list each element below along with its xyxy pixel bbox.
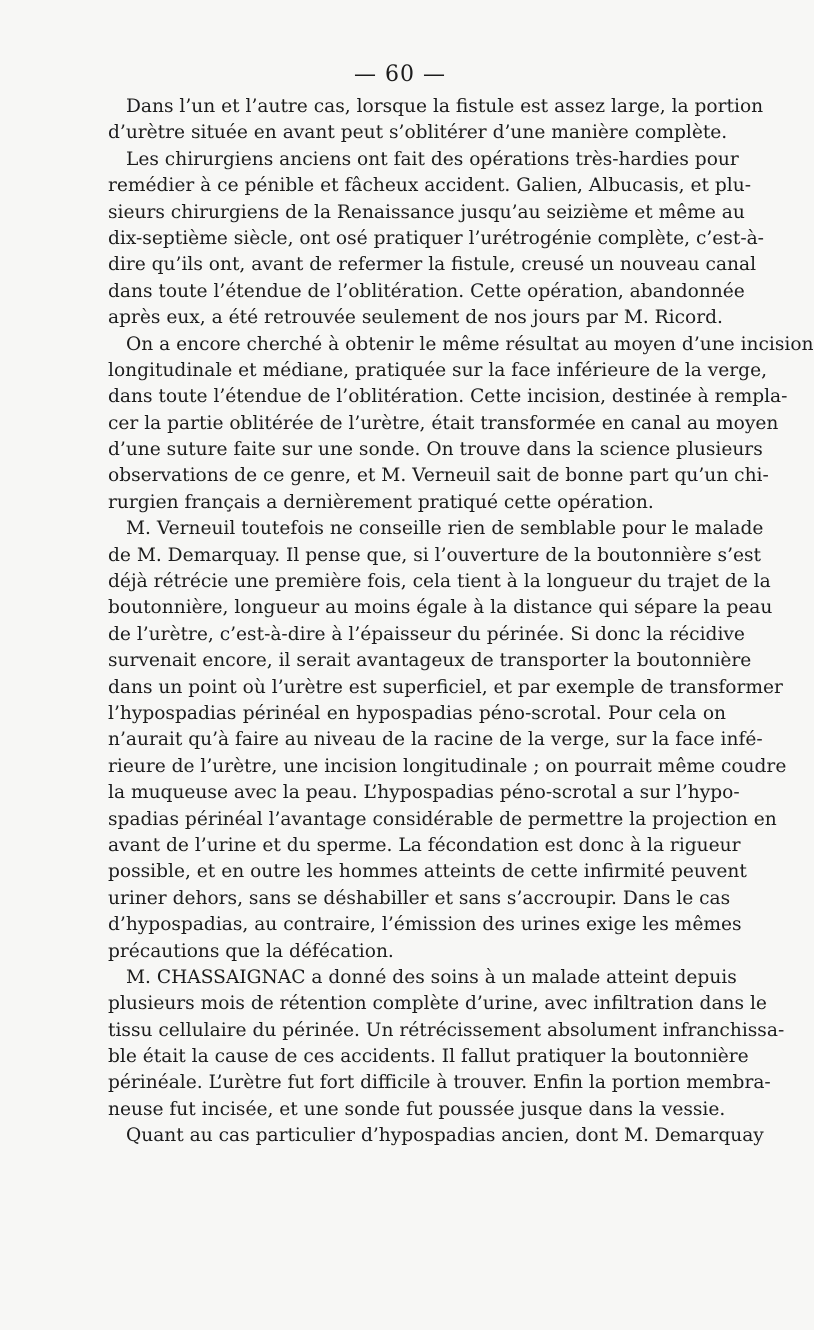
text-line: dans toute l’étendue de l’oblitération. Cette incision, destinée à rempla-: [108, 386, 788, 408]
text-line: périnéale. L’urètre fut fort difficile à trouver. Enfin la portion membra-: [108, 1072, 771, 1094]
text-line: d’urètre située en avant peut s’oblitérer d’une manière complète.: [108, 122, 728, 144]
text-line: l’hypospadias périnéal en hypospadias péno-scrotal. Pour cela on: [108, 702, 726, 724]
text-line: On a encore cherché à obtenir le même résultat au moyen d’une incision: [126, 333, 814, 355]
text-line: de M. Demarquay. Il pense que, si l’ouverture de la boutonnière s’est: [108, 544, 761, 566]
text-line: ble était la cause de ces accidents. Il fallut pratiquer la boutonnière: [108, 1046, 749, 1068]
text-line: plusieurs mois de rétention complète d’urine, avec infiltration dans le: [108, 993, 767, 1015]
text-line: dans toute l’étendue de l’oblitération. Cette opération, abandonnée: [108, 280, 745, 302]
text-line: possible, et en outre les hommes atteints de cette infirmité peuvent: [108, 861, 747, 883]
text-line: Quant au cas particulier d’hypospadias ancien, dont M. Demarquay: [126, 1125, 764, 1147]
text-line: dix-septième siècle, ont osé pratiquer l’urétrogénie complète, c’est-à-: [108, 227, 764, 249]
text-line: précautions que la défécation.: [108, 940, 394, 962]
text-line: dire qu’ils ont, avant de refermer la fistule, creusé un nouveau canal: [108, 254, 757, 276]
text-line: d’hypospadias, au contraire, l’émission des urines exige les mêmes: [108, 914, 742, 936]
text-line: neuse fut incisée, et une sonde fut poussée jusque dans la vessie.: [108, 1098, 726, 1120]
text-line: boutonnière, longueur au moins égale à la distance qui sépare la peau: [108, 597, 773, 619]
text-line: Les chirurgiens anciens ont fait des opérations très-hardies pour: [126, 148, 739, 170]
text-line: remédier à ce pénible et fâcheux accident. Galien, Albucasis, et plu-: [108, 175, 751, 197]
text-line: longitudinale et médiane, pratiquée sur la face inférieure de la verge,: [108, 359, 767, 381]
text-line: M. Verneuil toutefois ne conseille rien de semblable pour le malade: [126, 518, 764, 540]
text-line: la muqueuse avec la peau. L’hypospadias péno-scrotal a sur l’hypo-: [108, 782, 740, 804]
text-line: uriner dehors, sans se déshabiller et sans s’accroupir. Dans le cas: [108, 887, 731, 909]
text-line: rieure de l’urètre, une incision longitudinale ; on pourrait même coudre: [108, 755, 787, 777]
text-line: survenait encore, il serait avantageux de transporter la boutonnière: [108, 650, 752, 672]
text-line: sieurs chirurgiens de la Renaissance jusqu’au seizième et même au: [108, 201, 745, 223]
text-line: cer la partie oblitérée de l’urètre, était transformée en canal au moyen: [108, 412, 779, 434]
text-line: Dans l’un et l’autre cas, lorsque la fistule est assez large, la portion: [126, 96, 764, 117]
text-line: d’une suture faite sur une sonde. On trouve dans la science plusieurs: [108, 439, 763, 461]
text-line: observations de ce genre, et M. Verneuil sait de bonne part qu’un chi-: [108, 465, 769, 487]
text-line: dans un point où l’urètre est superficiel, et par exemple de transformer: [108, 676, 783, 698]
body-text: [108, 94, 814, 1150]
text-line: déjà rétrécie une première fois, cela tient à la longueur du trajet de la: [108, 571, 771, 593]
text-line: avant de l’urine et du sperme. La fécondation est donc à la rigueur: [108, 834, 741, 856]
text-line: rurgien français a dernièrement pratiqué cette opération.: [108, 491, 654, 513]
text-line: tissu cellulaire du périnée. Un rétrécissement absolument infranchissa-: [108, 1019, 785, 1041]
page-number: — 60 —: [354, 62, 446, 87]
text-line: spadias périnéal l’avantage considérable de permettre la projection en: [108, 808, 777, 830]
text-line: après eux, a été retrouvée seulement de nos jours par M. Ricord.: [108, 307, 723, 329]
text-line: M. CHASSAIGNAC a donné des soins à un malade atteint depuis: [126, 966, 737, 988]
text-line: de l’urètre, c’est-à-dire à l’épaisseur du périnée. Si donc la récidive: [108, 623, 745, 645]
text-line: n’aurait qu’à faire au niveau de la racine de la verge, sur la face infé-: [108, 729, 763, 751]
